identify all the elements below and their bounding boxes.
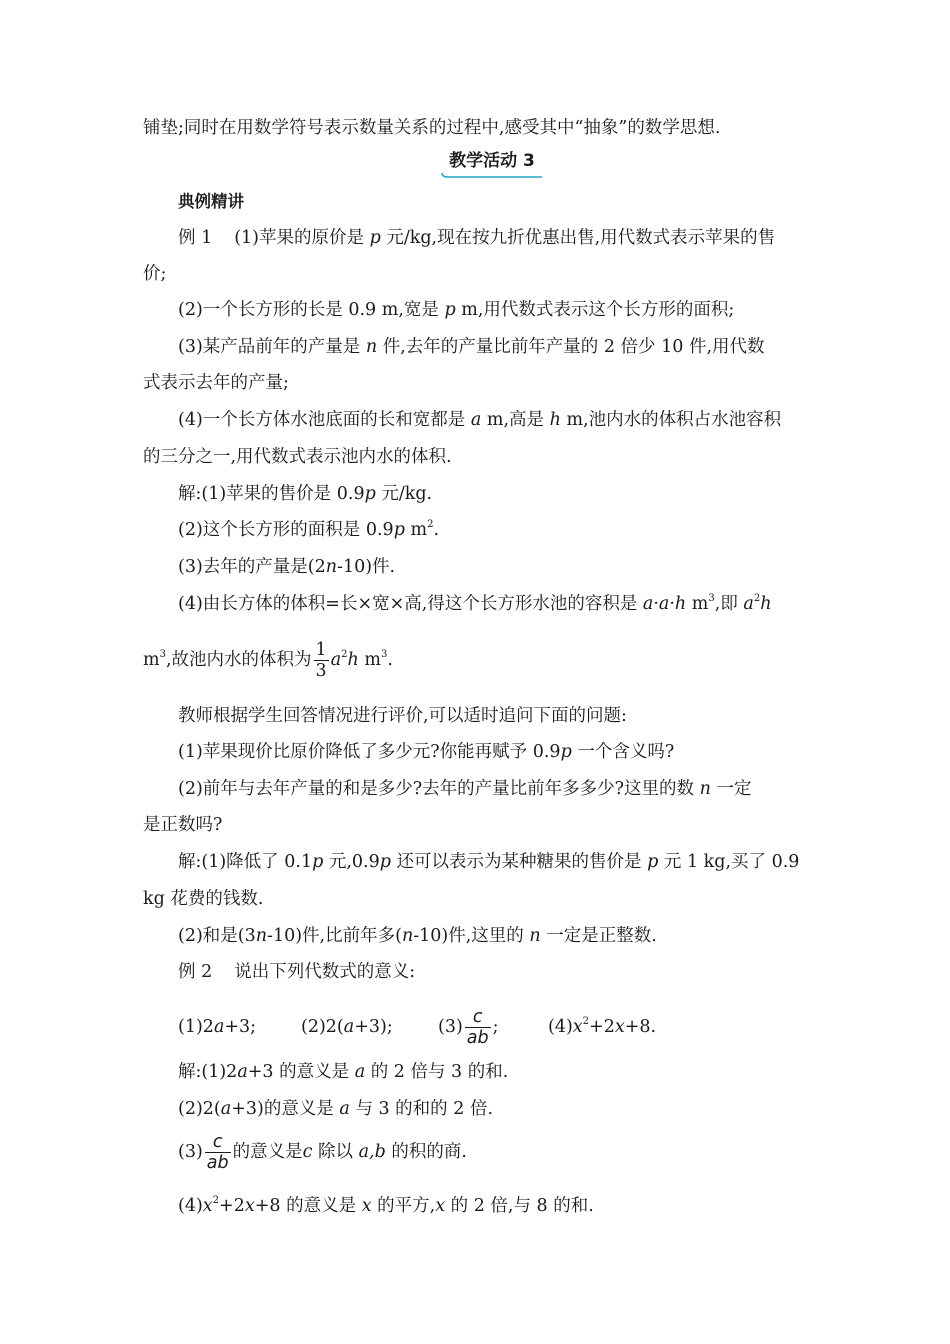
teacher-q2 <box>178 777 752 801</box>
sup: 3 <box>159 649 166 660</box>
fraction-one-third <box>314 640 329 681</box>
solution2-r2 <box>178 1097 493 1121</box>
text: (2)和是(3 <box>178 926 256 946</box>
text: 除以 <box>318 1142 354 1162</box>
frac-den: ab <box>206 1153 229 1173</box>
example1-q1-cont: 价; <box>143 264 167 284</box>
text: 的积的商. <box>391 1142 467 1162</box>
solution1-s3 <box>178 555 395 579</box>
text: m <box>364 650 381 670</box>
example2-expr-1 <box>178 1005 256 1049</box>
text: 一定是正整数. <box>546 926 657 946</box>
var: h <box>549 410 561 430</box>
text: +3); <box>354 1017 393 1037</box>
var: p <box>647 852 659 872</box>
var: h <box>760 594 772 614</box>
text: (4) <box>178 1196 203 1216</box>
var: n <box>401 926 414 946</box>
sup: 2 <box>753 593 761 604</box>
solution2-r3 <box>178 1130 467 1174</box>
text: +8 的意义是 <box>254 1196 357 1216</box>
var: n <box>325 557 338 577</box>
text: . <box>433 520 440 540</box>
var: a <box>339 1099 350 1119</box>
teacher-a1 <box>178 850 799 874</box>
sup: 2 <box>582 1016 590 1027</box>
var: h <box>347 650 359 670</box>
text: (3)某产品前年的产量是 <box>178 337 361 357</box>
fraction-c-over-ab <box>465 1007 491 1048</box>
example1-q3 <box>178 335 765 359</box>
text: 的平方, <box>377 1196 436 1216</box>
text: (2)前年与去年产量的和是多少?去年的产量比前年多多少?这里的数 <box>178 779 695 799</box>
text: 解:(1)2 <box>178 1062 238 1082</box>
heading-underline <box>440 172 544 178</box>
sup: 3 <box>380 649 388 660</box>
example1-q4 <box>178 408 781 432</box>
text: 的 2 倍与 3 的和. <box>370 1062 509 1082</box>
text: (4) <box>548 1017 573 1037</box>
var: c <box>302 1142 313 1162</box>
frac-den: ab <box>466 1028 489 1048</box>
text: m <box>143 650 160 670</box>
intro-line: 铺垫;同时在用数学符号表示数量关系的过程中,感受其中“抽象”的数学思想. <box>143 118 721 138</box>
text: 解:(1)苹果的售价是 0.9 <box>178 484 365 504</box>
var: n <box>699 779 711 799</box>
example1-q4-cont: 的三分之一,用代数式表示池内水的体积. <box>143 447 452 467</box>
text: 元/kg,现在按九折优惠出售,用代数式表示苹果的售 <box>386 228 776 248</box>
var: p <box>379 852 391 872</box>
text: -10)件. <box>337 557 396 577</box>
text: (3) <box>178 1142 203 1162</box>
text: ; <box>492 1017 499 1037</box>
text: -10)件,比前年多( <box>267 926 402 946</box>
text: 的意义是 <box>232 1142 303 1162</box>
solution1-s4 <box>178 592 772 616</box>
section-heading: 教学活动 3 <box>449 151 535 171</box>
var: x <box>244 1196 255 1216</box>
example2-expr-4 <box>548 1005 656 1049</box>
text: 元,0.9 <box>328 852 380 872</box>
text: ,故池内水的体积为 <box>165 650 312 670</box>
text: +3)的意义是 <box>231 1099 334 1119</box>
text: 一个含义吗? <box>577 742 675 762</box>
text: ,即 <box>714 594 738 614</box>
sup: 2 <box>341 649 348 660</box>
text: m,池内水的体积占水池容积 <box>566 410 782 430</box>
var: n <box>529 926 541 946</box>
example2-expr-2 <box>301 1005 393 1049</box>
text: (1)2 <box>178 1017 214 1037</box>
frac-num: c <box>205 1132 231 1153</box>
var: p <box>393 520 405 540</box>
solution1-s4-cont <box>143 638 393 682</box>
sup: 2 <box>427 519 434 530</box>
var: a <box>220 1099 232 1119</box>
frac-den: 3 <box>315 661 327 681</box>
text: (2)一个长方形的长是 0.9 m,宽是 <box>178 300 439 320</box>
example1-q3-cont: 式表示去年的产量; <box>143 373 289 393</box>
text: (2)这个长方形的面积是 0.9 <box>178 520 394 540</box>
text: . <box>387 650 393 670</box>
text: +3 的意义是 <box>247 1062 350 1082</box>
text: +2 <box>219 1196 245 1216</box>
text: 说出下列代数式的意义: <box>234 962 416 982</box>
example1-q2 <box>178 298 734 322</box>
frac-num: 1 <box>315 640 327 660</box>
teacher-a1-cont: kg 花费的钱数. <box>143 889 264 909</box>
var: a <box>743 594 754 614</box>
text: 一定 <box>716 779 752 799</box>
solution1-s1 <box>178 482 432 506</box>
text: m,用代数式表示这个长方形的面积; <box>461 300 735 320</box>
text: (2)2( <box>178 1099 221 1119</box>
teacher-q2-cont: 是正数吗? <box>143 815 223 835</box>
text: +3; <box>224 1017 257 1037</box>
var: n <box>255 926 268 946</box>
var: a <box>470 410 482 430</box>
var: a <box>213 1017 225 1037</box>
var: x <box>202 1196 213 1216</box>
example2-intro <box>178 960 415 984</box>
subheading: 典例精讲 <box>178 192 244 211</box>
text: (3)去年的产量是(2 <box>178 557 326 577</box>
text: +8. <box>624 1017 657 1037</box>
text: m <box>691 594 709 614</box>
fraction-c-over-ab <box>205 1132 231 1173</box>
text: m,高是 <box>486 410 545 430</box>
sup: 2 <box>212 1195 220 1206</box>
var: p <box>560 742 572 762</box>
text: -10)件,这里的 <box>413 926 524 946</box>
text: (1)苹果的原价是 <box>234 228 364 248</box>
text: (1)苹果现价比原价降低了多少元?你能再赋予 0.9 <box>178 742 561 762</box>
example2-expr-3 <box>438 1005 499 1049</box>
text: 解:(1)降低了 0.1 <box>178 852 313 872</box>
var: n <box>365 337 378 357</box>
teacher-q1 <box>178 740 674 764</box>
text: 的 2 倍,与 8 的和. <box>450 1196 594 1216</box>
expr: a·a·h <box>642 594 687 614</box>
var: a,b <box>358 1142 386 1162</box>
solution2-r1 <box>178 1060 508 1084</box>
example1-label: 例 1 <box>178 228 213 248</box>
sup: 3 <box>708 593 715 604</box>
solution1-s2 <box>178 518 439 542</box>
var: p <box>444 300 456 320</box>
var: a <box>343 1017 355 1037</box>
solution2-r4 <box>178 1194 594 1218</box>
var: a <box>237 1062 248 1082</box>
text: 元/kg. <box>381 484 433 504</box>
text: 与 3 的和的 2 倍. <box>355 1099 494 1119</box>
var: x <box>435 1196 446 1216</box>
teacher-a2 <box>178 924 657 948</box>
text: (2)2( <box>301 1017 344 1037</box>
var: a <box>330 650 342 670</box>
example2-label: 例 2 <box>178 962 213 982</box>
var: x <box>572 1017 583 1037</box>
teacher-intro: 教师根据学生回答情况进行评价,可以适时追问下面的问题: <box>178 706 627 726</box>
frac-num: c <box>465 1007 491 1028</box>
text: 元 1 kg,买了 0.9 <box>663 852 800 872</box>
text: 还可以表示为某种糖果的售价是 <box>396 852 642 872</box>
text: 件,去年的产量比前年产量的 2 倍少 10 件,用代数 <box>382 337 765 357</box>
text: (4)由长方体的体积=长×宽×高,得这个长方形水池的容积是 <box>178 594 638 614</box>
text: +2 <box>589 1017 615 1037</box>
example1-q1 <box>178 226 775 250</box>
var: x <box>361 1196 372 1216</box>
text: (3) <box>438 1017 463 1037</box>
text: (4)一个长方体水池底面的长和宽都是 <box>178 410 466 430</box>
var: p <box>312 852 324 872</box>
var: p <box>364 484 376 504</box>
text: m <box>410 520 428 540</box>
var: x <box>614 1017 625 1037</box>
var: a <box>354 1062 366 1082</box>
var: p <box>369 228 381 248</box>
